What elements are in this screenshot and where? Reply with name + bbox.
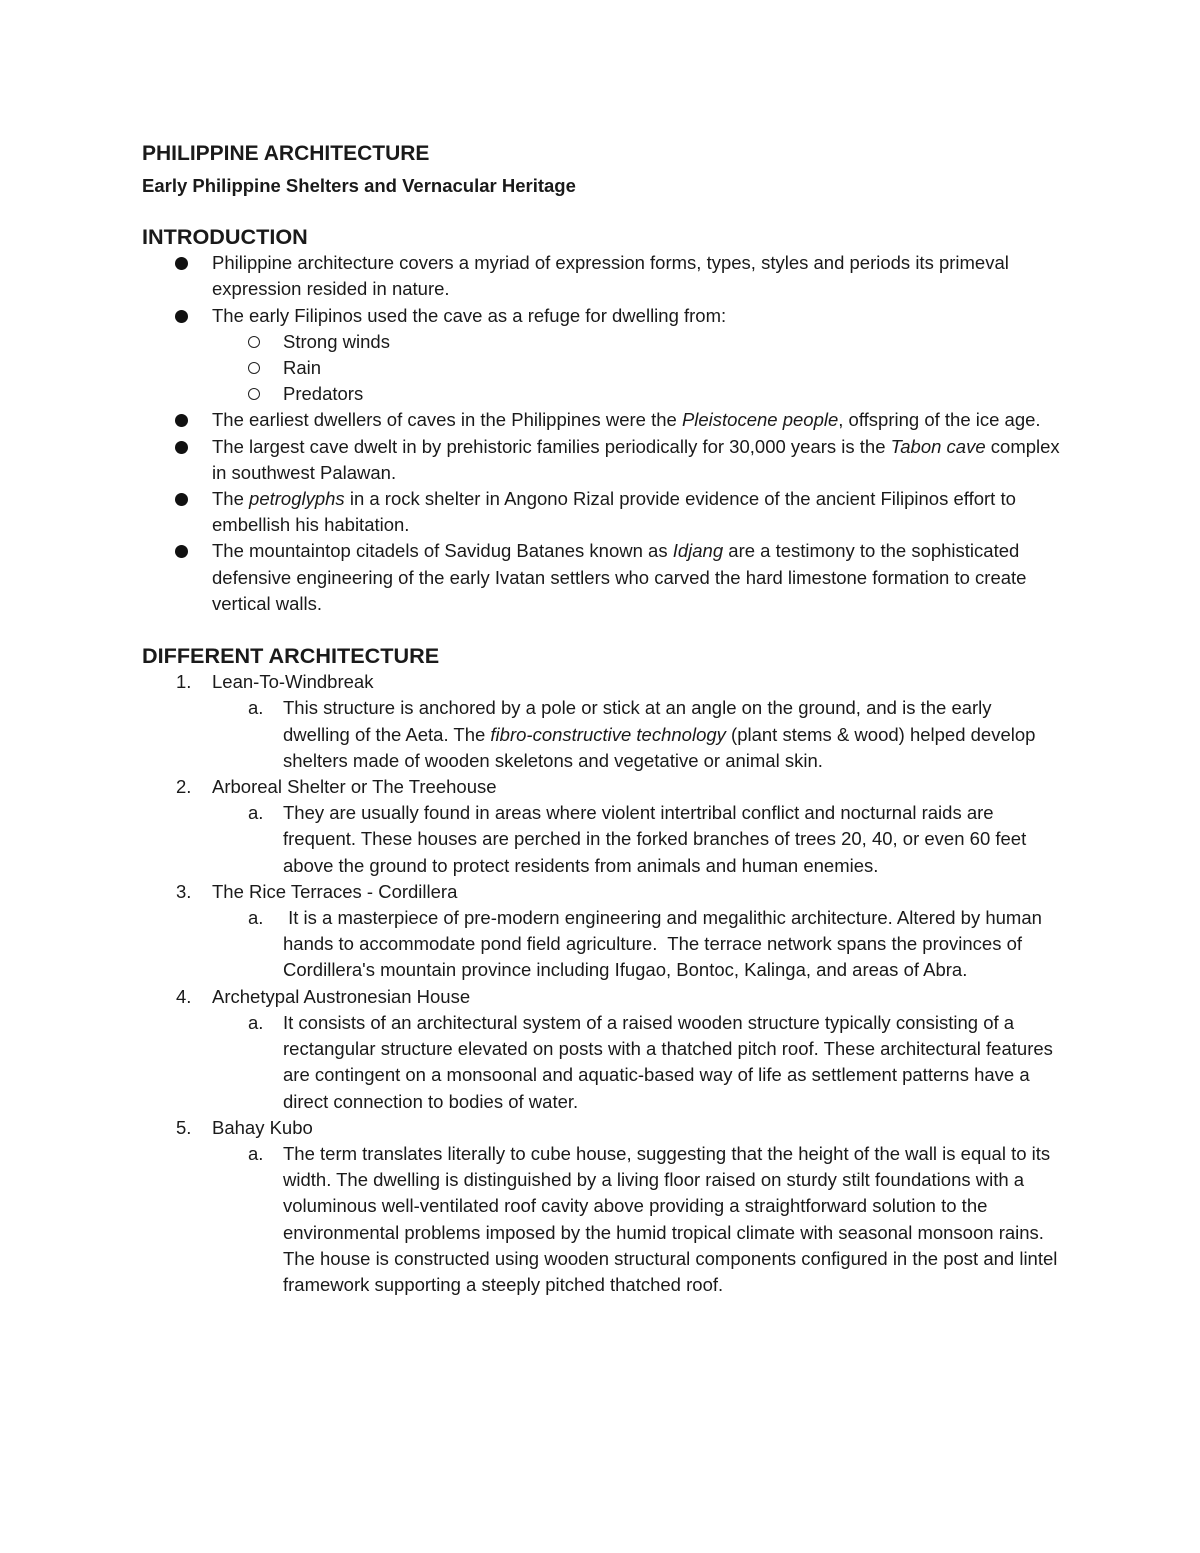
document-title: PHILIPPINE ARCHITECTURE: [142, 142, 430, 165]
emphasis-term: fibro-constructive technology: [490, 723, 726, 745]
item-title: Bahay Kubo: [212, 1116, 313, 1138]
sub-list-item: Predators: [142, 381, 1062, 407]
list-item: [142, 984, 1062, 1010]
bullet-icon: [175, 441, 188, 454]
emphasis-term: Pleistocene people: [681, 409, 839, 431]
hollow-bullet-icon: [248, 362, 260, 374]
sub-list-item: a. It consists of an architectural system of a raised wooden structure typically consisting of a rectangular structure elevated on posts with a thatched pitch roof. These architectural features are contingent on a monsoonal and aquatic-based way of life as settlement patterns have a direct connection to bodies of water.: [248, 1011, 1053, 1112]
list-item: The mountaintop citadels of Savidug Batanes known as Idjang are a testimony to the sophisticated defensive engineering of the early Ivatan settlers who carved the hard limestone formation to create vertical walls.: [142, 538, 1062, 617]
list-number: 2.: [176, 776, 192, 798]
bullet-icon: [175, 310, 188, 323]
bullet-icon: [175, 493, 188, 506]
list-number: 5.: [176, 1116, 192, 1138]
bullet-icon: [175, 414, 188, 427]
emphasis-term: Idjang: [672, 540, 724, 562]
list-item: [142, 1115, 1062, 1141]
list-item: [142, 774, 1062, 800]
different-architecture-heading: DIFFERENT ARCHITECTURE: [142, 643, 440, 669]
hollow-bullet-icon: [248, 388, 260, 400]
item-title: Lean-To-Windbreak: [212, 671, 374, 693]
introduction-list: [142, 250, 1062, 617]
document-page: [142, 140, 1062, 1298]
list-letter: a.: [248, 1142, 264, 1164]
emphasis-term: petroglyphs: [249, 488, 345, 510]
list-number: 3.: [176, 880, 192, 902]
list-item: The early Filipinos used the cave as a refuge for dwelling from:: [142, 303, 1062, 329]
list-letter: a.: [248, 907, 264, 929]
introduction-heading: INTRODUCTION: [142, 224, 308, 249]
sub-list-item: Rain: [142, 355, 1062, 381]
sub-list-item: a. It is a masterpiece of pre-modern engineering and megalithic architecture. Altered by human hands to accommodate pond field agriculture. The terrace network spans the provinces of Cordillera's mountain province including Ifugao, Bontoc, Kalinga, and areas of Abra.: [248, 907, 1048, 981]
list-item: The largest cave dwelt in by prehistoric families periodically for 30,000 years is the Tabon cave complex in southwest Palawan.: [142, 434, 1062, 486]
architecture-list: [142, 669, 1062, 1298]
list-letter: a.: [248, 697, 264, 719]
list-item: [142, 669, 1062, 695]
list-item: The petroglyphs in a rock shelter in Angono Rizal provide evidence of the ancient Filipinos effort to embellish his habitation.: [142, 486, 1062, 538]
list-letter: a.: [248, 1011, 264, 1033]
bullet-icon: [175, 257, 188, 270]
sub-list-item: Strong winds: [142, 329, 1062, 355]
document-subtitle: Early Philippine Shelters and Vernacular Heritage: [142, 175, 576, 196]
sub-list-item: a. The term translates literally to cube house, suggesting that the height of the wall is equal to its width. The dwelling is distinguished by a living floor raised on sturdy stilt foundations with a voluminous well-ventilated roof cavity above providing a straightforward solution to the environmental problems imposed by the humid tropical climate with seasonal monsoon rains. The house is constructed using wooden structural components configured in the post and lintel framework supporting a steeply pitched thatched roof.: [248, 1142, 1058, 1295]
emphasis-term: Tabon cave: [890, 435, 986, 457]
bullet-icon: [175, 545, 188, 558]
sub-list-item: a. This structure is anchored by a pole or stick at an angle on the ground, and is the early dwelling of the Aeta. The fibro-constructive technology (plant stems & wood) helped develop shelters made of wooden skeletons and vegetative or animal skin.: [248, 697, 1036, 771]
list-item: Philippine architecture covers a myriad of expression forms, types, styles and periods its primeval expression resided in nature.: [142, 250, 1062, 302]
item-title: Arboreal Shelter or The Treehouse: [212, 776, 497, 798]
list-number: 1.: [176, 671, 192, 693]
list-number: 4.: [176, 985, 192, 1007]
item-title: The Rice Terraces - Cordillera: [212, 880, 458, 902]
list-item: The earliest dwellers of caves in the Philippines were the Pleistocene people, offspring of the ice age.: [142, 407, 1062, 433]
list-item: [142, 879, 1062, 905]
sub-list-item: a. They are usually found in areas where violent intertribal conflict and nocturnal raids are frequent. These houses are perched in the forked branches of trees 20, 40, or even 60 feet above the ground to protect residents from animals and human enemies.: [248, 802, 1027, 876]
hollow-bullet-icon: [248, 336, 260, 348]
list-letter: a.: [248, 802, 264, 824]
item-title: Archetypal Austronesian House: [212, 985, 471, 1007]
